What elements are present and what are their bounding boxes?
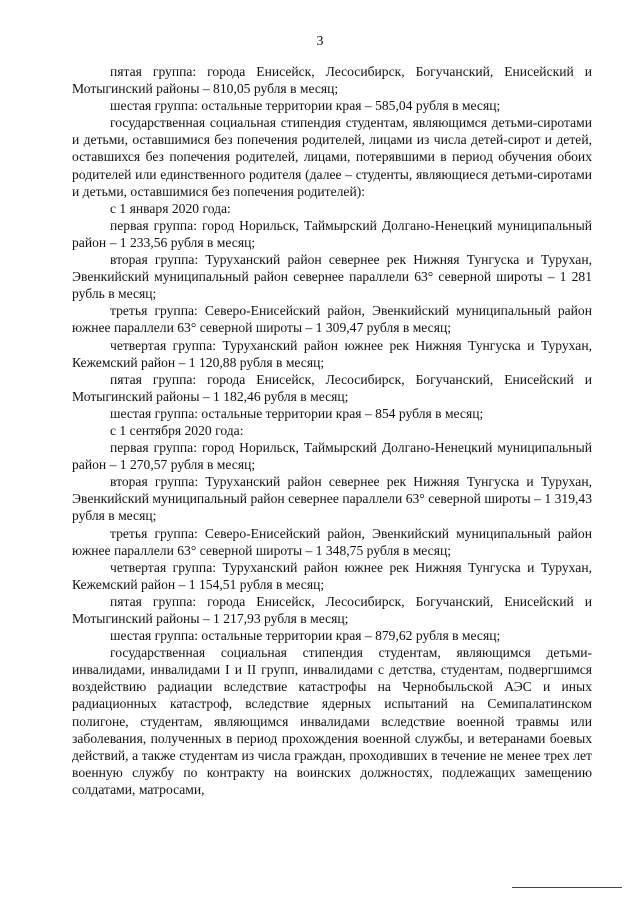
paragraph: шестая группа: остальные территории края – 585,04 рубля в месяц; <box>110 98 501 114</box>
paragraph: государственная социальная стипендия студентам, являющимся детьми-сиротами и детьми, оставшимися без попечения родителей, лицами из числа детей-сирот и детей, оставшихся без попечения родителей, лицами, потерявшими в период обучения обоих родителей или единственного родителя (далее – студенты, являющиеся детьми-сиротами и детьми, оставшимися без попечения родителей): <box>72 115 592 199</box>
page-number: 3 <box>316 34 324 49</box>
paragraph: пятая группа: города Енисейск, Лесосибирск, Богучанский, Енисейский и Мотыгинский районы – 1 182,46 рубля в месяц; <box>72 371 592 404</box>
paragraph: четвертая группа: Туруханский район южнее рек Нижняя Тунгуска и Турухан, Кежемский район – 1 120,88 рубля в месяц; <box>72 337 592 370</box>
paragraph: первая группа: город Норильск, Таймырский Долгано-Ненецкий муниципальный район – 1 233,56 рубля в месяц; <box>72 217 592 250</box>
paragraph: вторая группа: Туруханский район севернее рек Нижняя Тунгуска и Турухан, Эвенкийский муниципальный район севернее параллели 63° северной широты – 1 281 рубль в месяц; <box>72 252 592 302</box>
footer-rule <box>512 887 622 888</box>
paragraph: с 1 сентября 2020 года: <box>110 422 244 438</box>
paragraph: четвертая группа: Туруханский район южнее рек Нижняя Тунгуска и Турухан, Кежемский район – 1 154,51 рубля в месяц; <box>72 559 592 592</box>
document-body <box>72 63 592 798</box>
paragraph: государственная социальная стипендия студентам, являющимся детьми-инвалидами, инвалидами I и II групп, инвалидами с детства, студентам, подвергшимся воздействию радиации вследствие катастрофы на Чернобыльской АЭС и иных радиационных катастроф, вследствие ядерных испытаний на Семипалатинском полигоне, студентам, являющимся инвалидами вследствие военной травмы или заболевания, полученных в период прохождения военной службы, и ветеранами боевых действий, а также студентам из числа граждан, проходивших в течение не менее трех лет военную службу по контракту на воинских должностях, подлежащих замещению солдатами, матросами, <box>72 645 592 797</box>
paragraph: шестая группа: остальные территории края – 854 рубля в месяц; <box>110 405 484 421</box>
paragraph: с 1 января 2020 года: <box>110 200 231 216</box>
paragraph: шестая группа: остальные территории края – 879,62 рубля в месяц; <box>110 628 501 644</box>
paragraph: третья группа: Северо-Енисейский район, Эвенкийский муниципальный район южнее параллели 63° северной широты – 1 309,47 рубля в месяц; <box>72 303 592 336</box>
paragraph: пятая группа: города Енисейск, Лесосибирск, Богучанский, Енисейский и Мотыгинский районы – 1 217,93 рубля в месяц; <box>72 593 592 626</box>
paragraph: первая группа: город Норильск, Таймырский Долгано-Ненецкий муниципальный район – 1 270,57 рубля в месяц; <box>72 440 592 473</box>
paragraph: пятая группа: города Енисейск, Лесосибирск, Богучанский, Енисейский и Мотыгинский районы – 810,05 рубля в месяц; <box>72 64 592 97</box>
paragraph: третья группа: Северо-Енисейский район, Эвенкийский муниципальный район южнее параллели 63° северной широты – 1 348,75 рубля в месяц; <box>72 525 592 558</box>
paragraph: вторая группа: Туруханский район севернее рек Нижняя Тунгуска и Турухан, Эвенкийский муниципальный район севернее параллели 63° северной широты – 1 319,43 рубля в месяц; <box>72 474 592 524</box>
